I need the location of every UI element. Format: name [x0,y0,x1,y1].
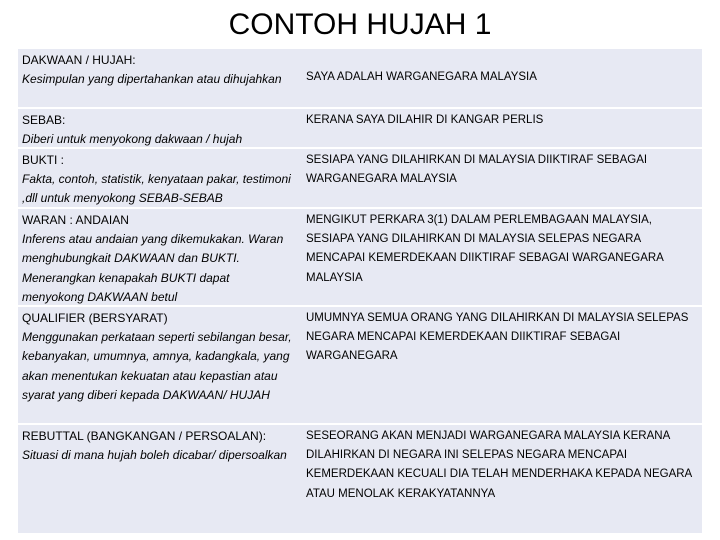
row-warrant-example [298,209,702,305]
term-description: Fakta, contoh, statistik, kenyataan pakar, testimoni ,dll untuk menyokong SEBAB-SEBAB [22,172,291,206]
row-reason-term [18,109,298,147]
term-label: BUKTI : [22,153,65,167]
page-title: CONTOH HUJAH 1 [228,8,492,41]
term-description: Diberi untuk menyokong dakwaan / hujah [22,132,243,147]
term-label: REBUTTAL (BANGKANGAN / PERSOALAN): [22,429,267,443]
example-text: SESEORANG AKAN MENJADI WARGANEGARA MALAYSIA KERANA DILAHIRKAN DI NEGARA INI SELEPAS NEGARA MENCAPAI KEMERDEKAAN KECUALI DIA TELAH MENDERHAKA KEPADA NEGARA ATAU MENOLAK KERAKYATANNYA [306,430,692,500]
example-text: SAYA ADALAH WARGANEGARA MALAYSIA [306,71,537,83]
term-label: SEBAB: [22,113,66,127]
row-evidence-example [298,149,702,207]
term-description: Kesimpulan yang dipertahankan atau dihujahkan [22,72,282,87]
row-claim-example [298,49,702,107]
row-warrant-term [18,209,298,305]
row-evidence-term [18,149,298,207]
term-description: Inferens atau andaian yang dikemukakan. Waran menghubungkait DAKWAAN dan BUKTI. Menerangkan kenapakah BUKTI dapat menyokong DAKWAAN betul [22,232,284,304]
row-rebuttal-term [18,425,298,533]
row-qualifier-term [18,307,298,423]
row-claim-term [18,49,298,107]
term-description: Situasi di mana hujah boleh dicabar/ dipersoalkan [22,448,287,463]
term-description: Menggunakan perkataan seperti sebilangan besar, kebanyakan, umumnya, amnya, kadangkala, yang akan menentukan kekuatan atau kepastian atau syarat yang diberi kepada DAKWAAN/ HUJAH [22,330,292,402]
argument-table [18,49,702,523]
row-qualifier-example [298,307,702,423]
row-reason-example [298,109,702,147]
term-label: QUALIFIER (BERSYARAT) [22,311,168,325]
example-text: KERANA SAYA DILAHIR DI KANGAR PERLIS [306,114,544,126]
example-text: UMUMNYA SEMUA ORANG YANG DILAHIRKAN DI MALAYSIA SELEPAS NEGARA MENCAPAI KEMERDEKAAN DIIKTIRAF SEBAGAI WARGANEGARA [306,312,689,363]
term-label: WARAN : ANDAIAN [22,213,129,227]
row-rebuttal-example [298,425,702,533]
example-text: SESIAPA YANG DILAHIRKAN DI MALAYSIA DIIKTIRAF SEBAGAI WARGANEGARA MALAYSIA [306,154,648,186]
term-label: DAKWAAN / HUJAH: [22,53,136,67]
example-text: MENGIKUT PERKARA 3(1) DALAM PERLEMBAGAAN MALAYSIA, SESIAPA YANG DILAHIRKAN DI MALAYSIA SELEPAS NEGARA MENCAPAI KEMERDEKAAN DIIKTIRAF SEBAGAI WARGANEGARA MALAYSIA [306,214,664,284]
